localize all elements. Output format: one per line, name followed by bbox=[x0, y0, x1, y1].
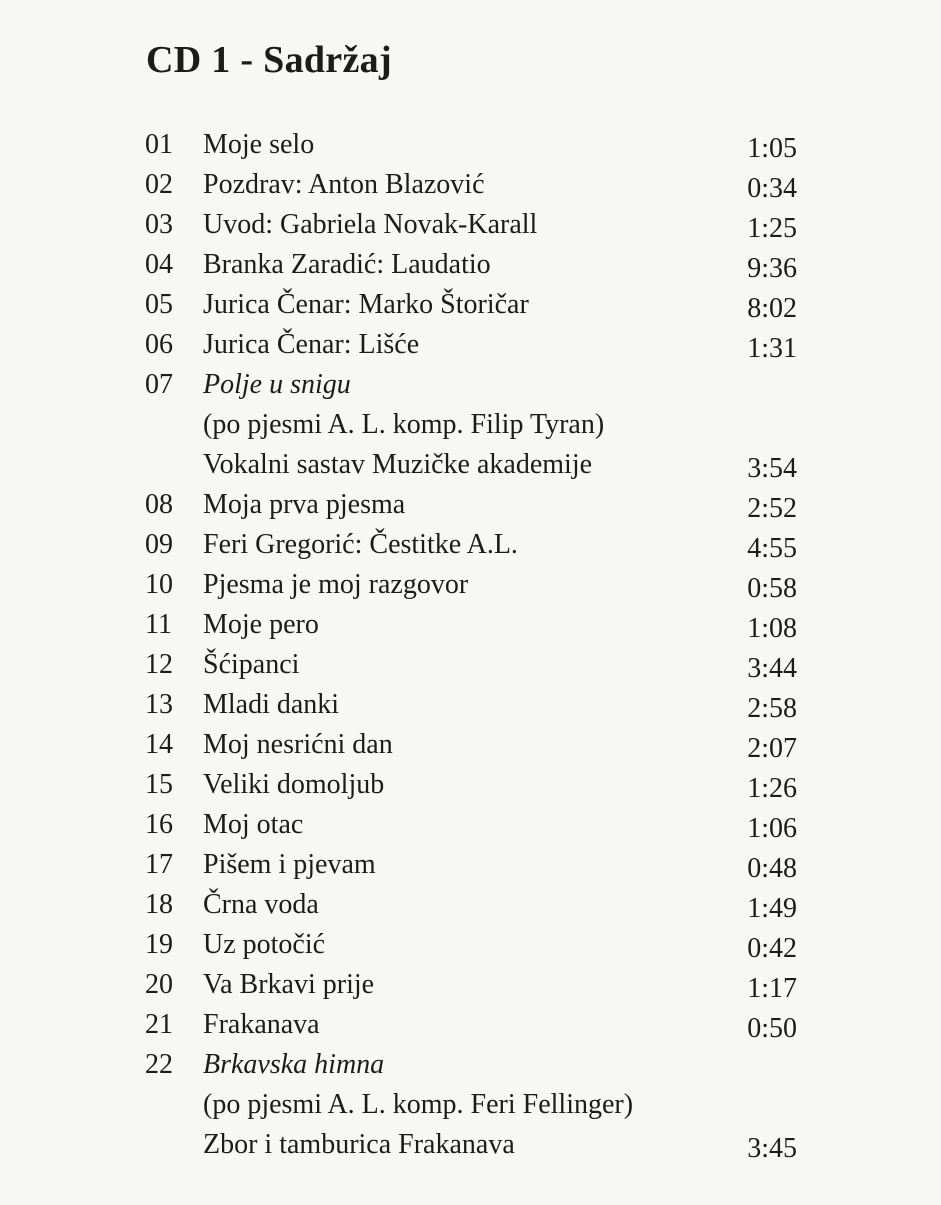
track-duration: 1:06 bbox=[747, 813, 797, 844]
track-title: Feri Gregorić: Čestitke A.L. bbox=[203, 529, 518, 560]
track-number: 16 bbox=[145, 809, 173, 840]
track-title: Jurica Čenar: Marko Štoričar bbox=[203, 289, 529, 320]
track-number: 21 bbox=[145, 1009, 173, 1040]
track-duration: 4:55 bbox=[747, 533, 797, 564]
track-title: Jurica Čenar: Lišće bbox=[203, 329, 420, 360]
track-row bbox=[145, 685, 805, 725]
track-duration: 1:49 bbox=[747, 893, 797, 924]
track-row bbox=[145, 605, 805, 645]
track-duration: 3:54 bbox=[747, 453, 797, 484]
track-number: 01 bbox=[145, 129, 173, 160]
track-row-continuation bbox=[145, 405, 805, 445]
track-title: Uvod: Gabriela Novak-Karall bbox=[203, 209, 538, 240]
track-row bbox=[145, 205, 805, 245]
track-duration: 3:44 bbox=[747, 653, 797, 684]
track-number: 19 bbox=[145, 929, 173, 960]
track-duration: 0:50 bbox=[747, 1013, 797, 1044]
track-row bbox=[145, 645, 805, 685]
track-detail: (po pjesmi A. L. komp. Feri Fellinger) bbox=[203, 1089, 634, 1120]
track-row bbox=[145, 805, 805, 845]
track-title: Brkavska himna bbox=[203, 1049, 385, 1080]
track-number: 15 bbox=[145, 769, 173, 800]
track-title: Pjesma je moj razgovor bbox=[203, 569, 469, 600]
track-row bbox=[145, 845, 805, 885]
track-title: Veliki domoljub bbox=[203, 769, 385, 800]
track-title: Frakanava bbox=[203, 1009, 320, 1040]
track-number: 20 bbox=[145, 969, 173, 1000]
track-number: 06 bbox=[145, 329, 173, 360]
track-number: 03 bbox=[145, 209, 173, 240]
track-number: 10 bbox=[145, 569, 173, 600]
track-list bbox=[145, 125, 805, 1165]
track-number: 14 bbox=[145, 729, 173, 760]
track-row-continuation bbox=[145, 1085, 805, 1125]
track-row bbox=[145, 285, 805, 325]
track-title: Mladi danki bbox=[203, 689, 340, 720]
track-title: Branka Zaradić: Laudatio bbox=[203, 249, 491, 280]
track-duration: 2:52 bbox=[747, 493, 797, 524]
track-number: 08 bbox=[145, 489, 173, 520]
track-number: 07 bbox=[145, 369, 173, 400]
track-duration: 1:05 bbox=[747, 133, 797, 164]
track-row bbox=[145, 885, 805, 925]
track-row bbox=[145, 965, 805, 1005]
track-title: Polje u snigu bbox=[203, 369, 351, 400]
track-title: Va Brkavi prije bbox=[203, 969, 375, 1000]
track-title: Moja prva pjesma bbox=[203, 489, 406, 520]
track-duration: 0:58 bbox=[747, 573, 797, 604]
track-row bbox=[145, 765, 805, 805]
track-number: 04 bbox=[145, 249, 173, 280]
track-row bbox=[145, 525, 805, 565]
track-row bbox=[145, 125, 805, 165]
track-number: 22 bbox=[145, 1049, 173, 1080]
track-title: Moj nesrićni dan bbox=[203, 729, 393, 760]
track-row bbox=[145, 1045, 805, 1085]
track-duration: 0:48 bbox=[747, 853, 797, 884]
track-row bbox=[145, 925, 805, 965]
track-number: 12 bbox=[145, 649, 173, 680]
track-title: Pišem i pjevam bbox=[203, 849, 376, 880]
track-number: 18 bbox=[145, 889, 173, 920]
track-duration: 1:25 bbox=[747, 213, 797, 244]
track-duration: 1:31 bbox=[747, 333, 797, 364]
track-duration: 2:58 bbox=[747, 693, 797, 724]
track-number: 02 bbox=[145, 169, 173, 200]
track-duration: 9:36 bbox=[747, 253, 797, 284]
track-row bbox=[145, 325, 805, 365]
track-duration: 1:08 bbox=[747, 613, 797, 644]
track-title: Moje selo bbox=[203, 129, 315, 160]
track-duration: 2:07 bbox=[747, 733, 797, 764]
track-row bbox=[145, 245, 805, 285]
track-duration: 3:45 bbox=[747, 1133, 797, 1164]
track-number: 11 bbox=[145, 609, 172, 640]
track-duration: 1:17 bbox=[747, 973, 797, 1004]
track-title: Šćipanci bbox=[203, 649, 300, 680]
track-row-continuation bbox=[145, 445, 805, 485]
track-title: Moje pero bbox=[203, 609, 319, 640]
track-row bbox=[145, 165, 805, 205]
track-duration: 1:26 bbox=[747, 773, 797, 804]
track-number: 05 bbox=[145, 289, 173, 320]
track-duration: 0:42 bbox=[747, 933, 797, 964]
track-number: 13 bbox=[145, 689, 173, 720]
track-detail: Vokalni sastav Muzičke akademije bbox=[203, 449, 593, 480]
track-title: Črna voda bbox=[203, 889, 319, 920]
track-number: 17 bbox=[145, 849, 173, 880]
track-detail: Zbor i tamburica Frakanava bbox=[203, 1129, 515, 1160]
track-row bbox=[145, 485, 805, 525]
track-title: Moj otac bbox=[203, 809, 304, 840]
track-duration: 0:34 bbox=[747, 173, 797, 204]
track-duration: 8:02 bbox=[747, 293, 797, 324]
track-title: Pozdrav: Anton Blazović bbox=[203, 169, 485, 200]
track-row-continuation bbox=[145, 1125, 805, 1165]
track-row bbox=[145, 725, 805, 765]
track-row bbox=[145, 565, 805, 605]
track-title: Uz potočić bbox=[203, 929, 326, 960]
page-title: CD 1 - Sadržaj bbox=[146, 39, 392, 81]
track-row bbox=[145, 365, 805, 405]
track-detail: (po pjesmi A. L. komp. Filip Tyran) bbox=[203, 409, 605, 440]
track-row bbox=[145, 1005, 805, 1045]
track-number: 09 bbox=[145, 529, 173, 560]
